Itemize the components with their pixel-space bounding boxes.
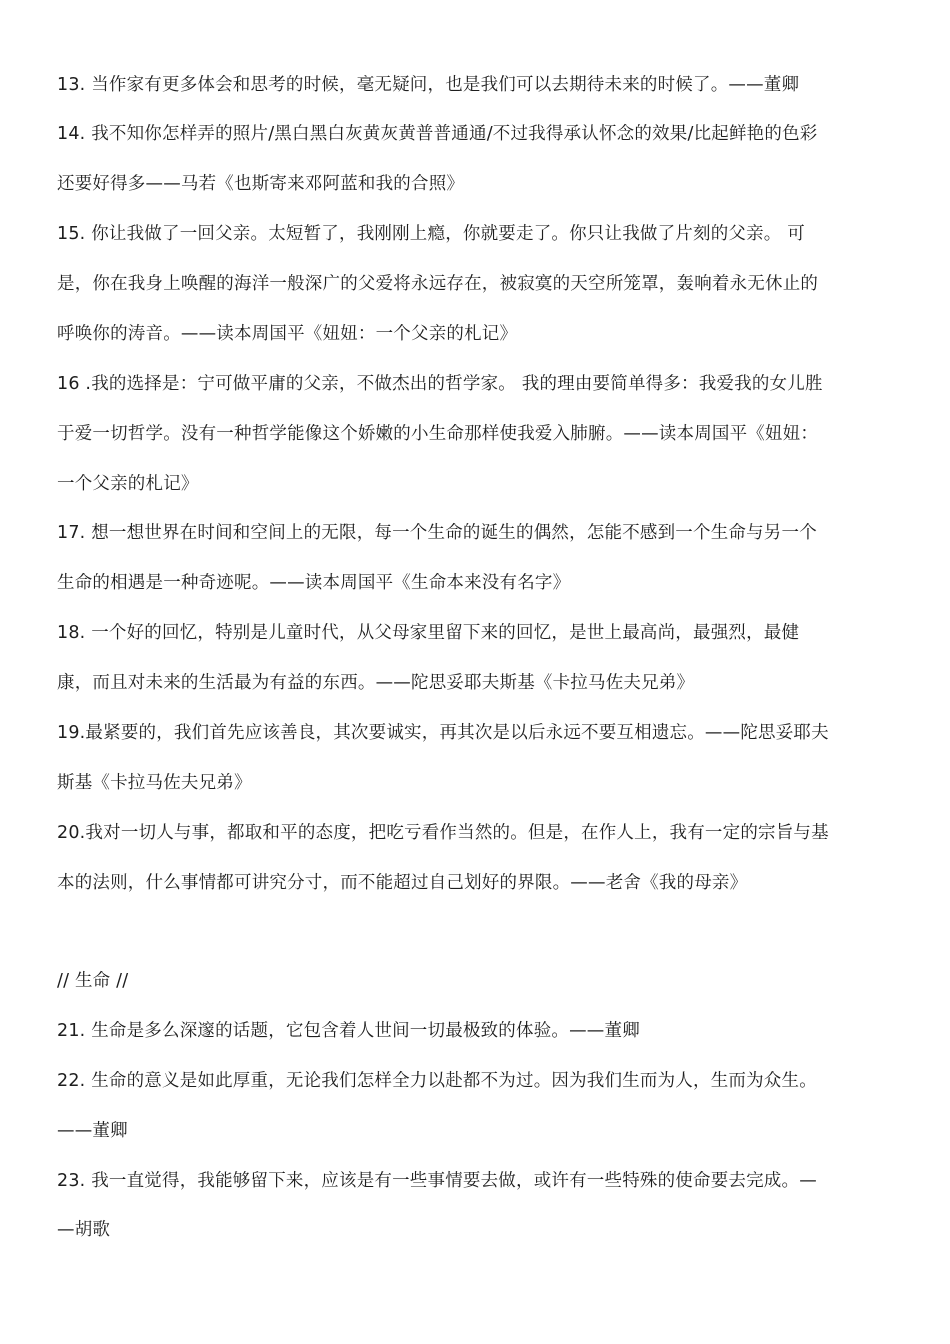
quote-13: 13. 当作家有更多体会和思考的时候，毫无疑问，也是我们可以去期待未来的时候了。——董卿 bbox=[57, 75, 800, 95]
quote-22-line-1: 22. 生命的意义是如此厚重，无论我们怎样全力以赴都不为过。因为我们生而为人，生而为众生。 bbox=[57, 1071, 817, 1091]
quote-18-line-1: 18. 一个好的回忆，特别是儿童时代，从父母家里留下来的回忆，是世上最高尚，最强烈，最健 bbox=[57, 623, 800, 643]
quote-18-line-2: 康，而且对未来的生活最为有益的东西。——陀思妥耶夫斯基《卡拉马佐夫兄弟》 bbox=[57, 673, 695, 693]
quote-22-line-2: ——董卿 bbox=[57, 1121, 128, 1141]
quote-17-line-2: 生命的相遇是一种奇迹呢。——读本周国平《生命本来没有名字》 bbox=[57, 573, 571, 593]
quote-16-line-2: 于爱一切哲学。没有一种哲学能像这个娇嫩的小生命那样使我爱入肺腑。——读本周国平《妞妞： bbox=[57, 424, 819, 444]
quote-16-line-1: 16 .我的选择是：宁可做平庸的父亲，不做杰出的哲学家。 我的理由要简单得多：我爱我的女儿胜 bbox=[57, 374, 823, 394]
quote-23-line-1: 23. 我一直觉得，我能够留下来，应该是有一些事情要去做，或许有一些特殊的使命要去完成。— bbox=[57, 1171, 817, 1191]
quote-20-line-2: 本的法则，什么事情都可讲究分寸，而不能超过自己划好的界限。——老舍《我的母亲》 bbox=[57, 873, 748, 893]
quote-17-line-1: 17. 想一想世界在时间和空间上的无限，每一个生命的诞生的偶然，怎能不感到一个生命与另一个 bbox=[57, 523, 817, 543]
quote-23-line-2: —胡歌 bbox=[57, 1220, 111, 1240]
quote-14-line-1: 14. 我不知你怎样弄的照片/黑白黑白灰黄灰黄普普通通/不过我得承认怀念的效果/比起鲜艳的色彩 bbox=[57, 124, 818, 144]
quote-19-line-1: 19.最紧要的，我们首先应该善良，其次要诚实，再其次是以后永远不要互相遗忘。——陀思妥耶夫 bbox=[57, 723, 829, 743]
section-heading-life: // 生命 // bbox=[57, 971, 129, 991]
quote-20-line-1: 20.我对一切人与事，都取和平的态度，把吃亏看作当然的。但是，在作人上，我有一定的宗旨与基 bbox=[57, 823, 829, 843]
quote-15-line-1: 15. 你让我做了一回父亲。太短暂了，我刚刚上瘾，你就要走了。你只让我做了片刻的父亲。 可 bbox=[57, 224, 805, 244]
quote-19-line-2: 斯基《卡拉马佐夫兄弟》 bbox=[57, 773, 252, 793]
quote-15-line-3: 呼唤你的涛音。——读本周国平《妞妞：一个父亲的札记》 bbox=[57, 324, 518, 344]
quote-15-line-2: 是，你在我身上唤醒的海洋一般深广的父爱将永远存在，被寂寞的天空所笼罩，轰响着永无休止的 bbox=[57, 274, 819, 294]
quote-21: 21. 生命是多么深邃的话题，它包含着人世间一切最极致的体验。——董卿 bbox=[57, 1021, 640, 1041]
quote-16-line-3: 一个父亲的札记》 bbox=[57, 474, 199, 494]
quote-14-line-2: 还要好得多——马若《也斯寄来邓阿蓝和我的合照》 bbox=[57, 174, 465, 194]
